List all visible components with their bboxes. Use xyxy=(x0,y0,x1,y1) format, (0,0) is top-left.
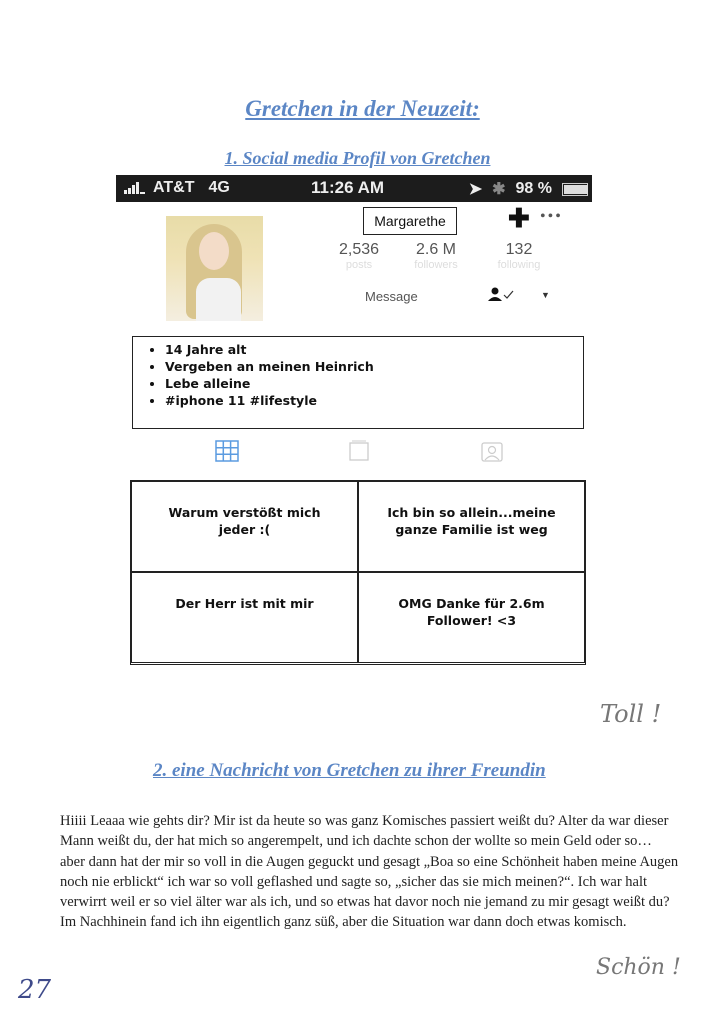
stat-value: 2,536 xyxy=(338,241,380,258)
stat-following[interactable] xyxy=(479,241,559,271)
feed-tab[interactable] xyxy=(349,440,369,467)
post-text: Warum verstößt mich jeder :( xyxy=(168,505,321,537)
message-button[interactable]: Message xyxy=(365,289,418,304)
status-left xyxy=(124,179,230,197)
status-time: 11:26 AM xyxy=(311,178,385,197)
section1-heading xyxy=(0,148,715,169)
post-tile[interactable] xyxy=(131,572,358,663)
carrier-label: AT&T xyxy=(153,179,195,196)
post-text: OMG Danke für 2.6m Follower! <3 xyxy=(398,596,545,628)
letter-text: Hiiii Leaaa wie gehts dir? Mir ist da heute so was ganz Komisches passiert weißt du? Alter da war dieser Mann weißt du, der hat mich so angerempelt, und ich dachte schon der wollte so mein Geld oder so… aber dann hat der mir so voll in die Augen geguckt und gesagt „Boa so eine Schönheit haben meine Augen noch nie erblickt“ ich war so voll geflashed und sagte so, „sicher das sie mich meinen?“. Ich war halt verwirrt weil er so viel älter war als ich, und so etwas hat davor noch nie jemand zu mir gesagt weißt du? Im Nachhinein fand ich ihn eigentlich ganz süß, aber die Situation war dann doch etwas komisch. xyxy=(60,813,679,931)
status-right xyxy=(469,179,588,199)
section2-heading xyxy=(153,760,546,782)
page-title xyxy=(0,96,725,122)
section2-heading-text: 2. eine Nachricht von Gretchen zu ihrer Freundin xyxy=(153,760,546,781)
teacher-note-toll: Toll ! xyxy=(600,700,662,728)
bio-item: • Lebe alleine xyxy=(165,375,583,392)
signal-icon xyxy=(124,182,145,194)
profile-username: Margarethe xyxy=(363,207,457,235)
network-label: 4G xyxy=(208,179,230,196)
grid-tab[interactable] xyxy=(215,440,239,467)
bio-item: • 14 Jahre alt xyxy=(165,341,583,358)
add-icon[interactable]: ✚ xyxy=(508,203,530,233)
grid-icon xyxy=(215,440,239,462)
stat-label: posts xyxy=(345,259,373,271)
phone-status-bar xyxy=(116,175,592,202)
avatar-face xyxy=(199,232,229,270)
battery-percent: 98 % xyxy=(515,180,552,197)
post-tile[interactable] xyxy=(358,572,585,663)
dropdown-caret-icon[interactable]: ▼ xyxy=(541,290,550,300)
feed-icon xyxy=(349,440,369,462)
stat-value: 132 xyxy=(505,241,533,258)
posts-grid xyxy=(130,480,586,665)
more-options-icon[interactable]: ••• xyxy=(540,208,563,225)
bio-item: • #iphone 11 #lifestyle xyxy=(165,392,583,409)
stat-posts[interactable] xyxy=(319,241,399,271)
location-arrow-icon: ➤ xyxy=(468,181,483,198)
battery-icon xyxy=(562,183,588,196)
battery-fill xyxy=(564,185,588,194)
post-tile[interactable] xyxy=(358,481,585,572)
stat-label: following xyxy=(497,259,541,271)
teacher-note-schoen: Schön ! xyxy=(596,955,681,980)
avatar-shirt xyxy=(196,278,241,321)
bio-item: • Vergeben an meinen Heinrich xyxy=(165,358,583,375)
following-check-icon[interactable] xyxy=(488,287,514,305)
stat-value: 2.6 M xyxy=(415,241,456,258)
bio-list xyxy=(133,341,583,409)
stat-followers[interactable] xyxy=(396,241,476,271)
page-title-text: Gretchen in der Neuzeit: xyxy=(245,96,480,121)
post-tile[interactable] xyxy=(131,481,358,572)
post-text: Ich bin so allein...meine ganze Familie ist weg xyxy=(387,505,556,537)
profile-avatar[interactable] xyxy=(166,216,263,321)
post-text: Der Herr ist mit mir xyxy=(175,596,314,611)
profile-bio xyxy=(132,336,584,429)
page-number: 27 xyxy=(18,975,52,1005)
bluetooth-icon: ✱ xyxy=(492,181,506,198)
section1-heading-text: 1. Social media Profil von Gretchen xyxy=(224,148,491,168)
tagged-icon xyxy=(481,440,503,462)
tagged-tab[interactable] xyxy=(481,440,503,467)
stat-label: followers xyxy=(414,259,458,271)
